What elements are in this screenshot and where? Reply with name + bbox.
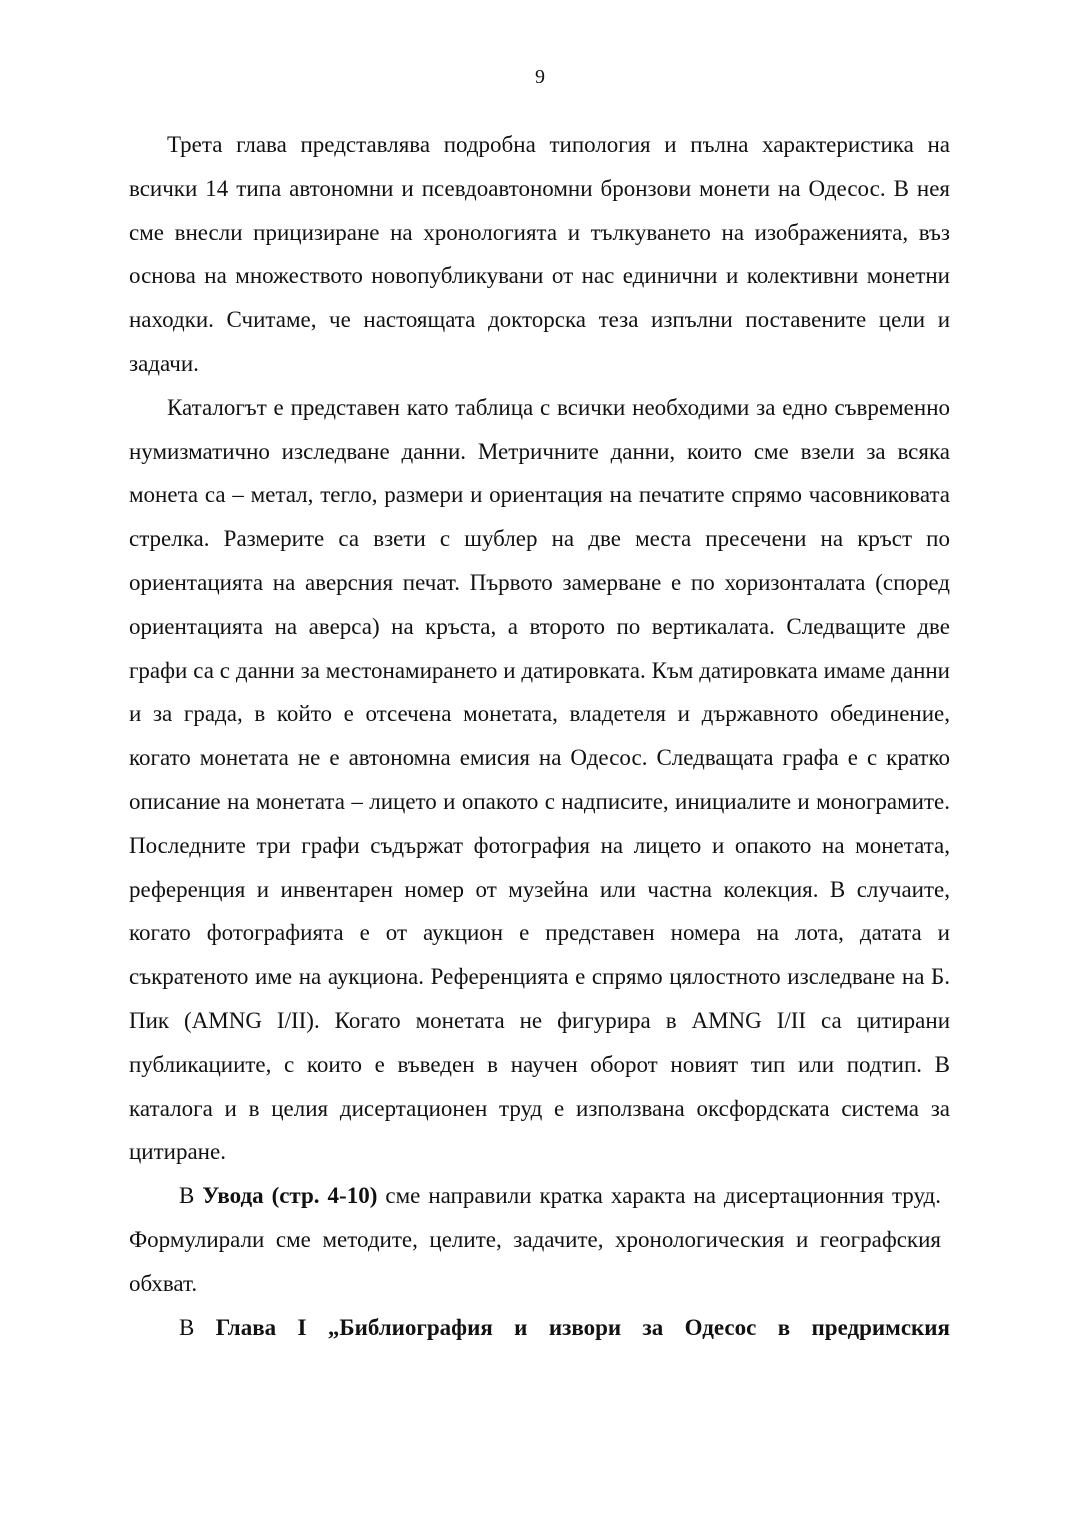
paragraph-introduction-summary	[129, 1174, 941, 1305]
introduction-text: сме направили кратка характа на дисертационния труд. Формулирали сме методите, целите, задачите, хронологическия и географския обхват.	[129, 1183, 941, 1296]
document-body	[129, 123, 950, 1349]
paragraph-chapter-three-summary: Трета глава представлява подробна типология и пълна характеристика на всички 14 типа автономни и псевдоавтономни бронзови монети на Одесос. В нея сме внесли прицизиране на хронологията и тълкуването на изображенията, въз основа на множеството новопубликувани от нас единични и колективни монетни находки. Считаме, че настоящата докторска теза изпълни поставените цели и задачи.	[129, 132, 950, 376]
introduction-prefix: В	[179, 1183, 203, 1209]
paragraph-chapter-one-heading	[129, 1306, 950, 1350]
introduction-title: Увода (стр. 4-10)	[202, 1183, 378, 1209]
page-number: 9	[535, 66, 545, 88]
paragraph-catalogue-description: Каталогът е представен като таблица с всички необходими за едно съвременно нумизматично изследване данни. Метричните данни, които сме взели за всяка монета са – метал, тегло, размери и ориентация на печатите спрямо часовниковата стрелка. Размерите са взети с шублер на две места пресечени на кръст по ориентацията на аверсния печат. Първото замерване е по хоризонталата (според ориентацията на аверса) на кръста, а второто по вертикалата. Следващите две графи са с данни за местонамирането и датировката. Към датировката имаме данни и за града, в който е отсечена монетата, владетеля и държавното обединение, когато монетата не е автономна емисия на Одесос. Следващата графа е с кратко описание на монетата – лицето и опакото с надписите, инициалите и монограмите. Последните три графи съдържат фотография на лицето и опакото на монетата, референция и инвентарен номер от музейна или частна колекция. В случаите, когато фотографията е от аукцион е представен номера на лота, датата и съкратеното име на аукциона. Референцията е спрямо цялостното изследване на Б. Пик (AMNG I/II). Когато монетата не фигурира в AMNG I/II са цитирани публикациите, с които е въведен в научен оборот новият тип или подтип. В каталога и в целия дисертационен труд е използвана оксфордската система за цитиране.	[129, 394, 950, 1165]
chapter-one-title: Глава I „Библиография и извори за Одесос в предримския	[215, 1314, 950, 1340]
chapter-one-prefix: В	[179, 1314, 216, 1340]
